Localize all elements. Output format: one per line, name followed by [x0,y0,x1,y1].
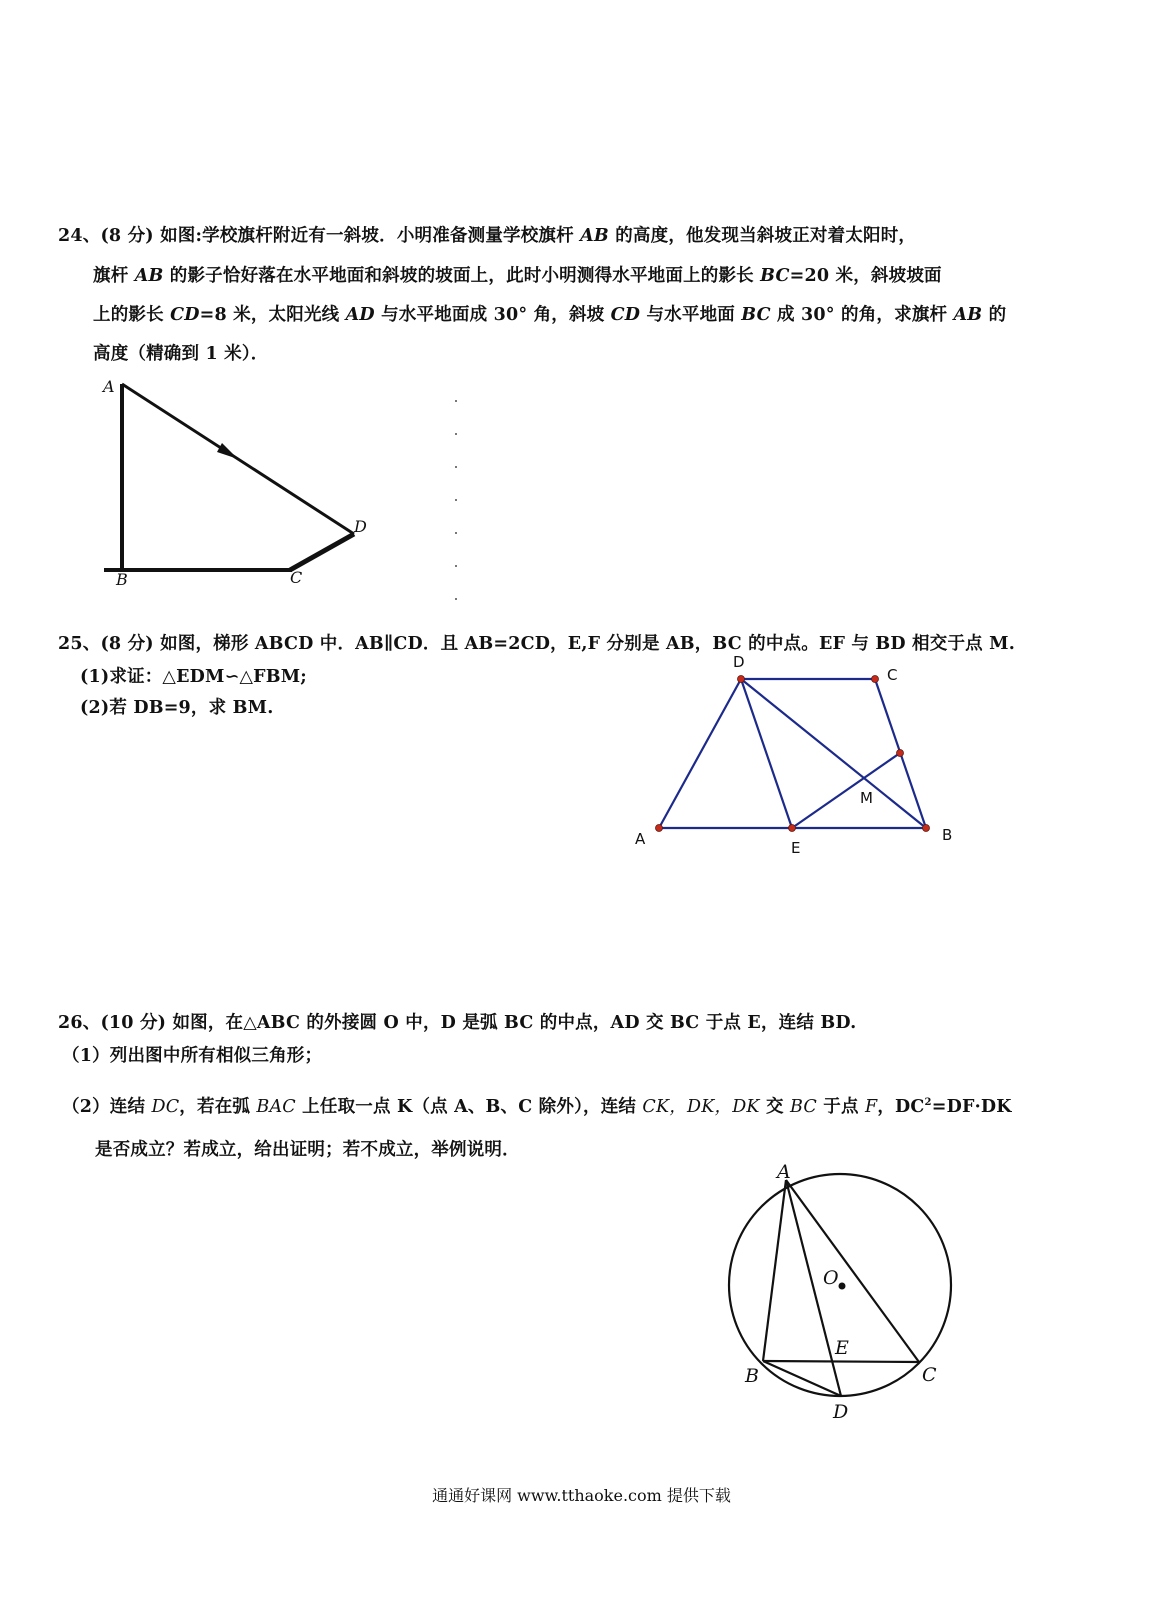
q24-line-1: 24、(8 分) 如图:学校旗杆附近有一斜坡．小明准备测量学校旗杆 AB 的高度，他发现当斜坡正对着太阳时， [58,226,917,246]
label-d: D [833,1401,849,1423]
q24-line-2: 旗杆 AB 的影子恰好落在水平地面和斜坡的坡面上，此时小明测得水平地面上的影长 BC=20 米，斜坡坡面 [93,266,942,286]
trapezoid-figure [620,650,980,860]
label-a: A [103,377,115,396]
side-ad [659,679,741,828]
label-o: O [823,1267,839,1289]
label-e: E [791,839,801,857]
q25-line-1: 25、(8 分) 如图，梯形 ABCD 中．AB∥CD．且 AB=2CD，E,F 分别是 AB，BC 的中点。EF 与 BD 相交于点 M. [58,634,1016,654]
q26-line-1: 26、(10 分) 如图，在△ABC 的外接圆 O 中，D 是弧 BC 的中点，AD 交 BC 于点 E，连结 BD. [58,1013,857,1033]
label-b: B [116,570,128,589]
label-b: B [745,1365,759,1387]
footer-credit: 通通好课网 www.tthaoke.com 提供下载 [432,1486,731,1505]
label-m: M [860,789,873,807]
q26-line-3: （2）连结 DC，若在弧 BAC 上任取一点 K（点 A、B、C 除外），连结 CK，DK，DK 交 BC 于点 F，$DC^2=DF\cdot DK$ [62,1097,1012,1117]
q25-line-2: (1)求证：△EDM∽△FBM; [80,667,307,687]
label-d: D [733,653,745,671]
scan-dots [455,400,459,631]
label-a: A [777,1161,791,1183]
label-b: B [942,826,953,844]
q25-line-3: (2)若 DB=9，求 BM. [80,698,274,718]
q26-line-4: 是否成立？若成立，给出证明；若不成立，举例说明． [95,1140,520,1160]
label-c: C [290,568,303,587]
chord-ac [786,1180,919,1362]
point-e [789,825,796,832]
label-c: C [887,666,898,684]
point-c [872,676,879,683]
circumcircle-figure [715,1160,975,1430]
slope-cd [290,534,354,570]
label-c: C [922,1364,937,1386]
chord-ab [763,1180,786,1361]
q24-line-3: 上的影长 CD=8 米，太阳光线 AD 与水平地面成 30° 角，斜坡 CD 与水平地面 BC 成 30° 的角，求旗杆 AB 的 [93,305,1007,325]
q26-line-2: （1）列出图中所有相似三角形； [62,1046,323,1066]
ray-arrow-icon [217,443,238,459]
point-f [897,750,904,757]
point-a [656,825,663,832]
label-d: D [354,517,367,536]
flagpole-slope-figure [90,370,390,590]
chord-bc [763,1361,919,1362]
chord-bd [763,1361,841,1396]
segment-de [741,679,792,828]
q24-line-4: 高度（精确到 1 米）． [93,344,269,364]
point-d [738,676,745,683]
label-e: E [835,1337,849,1359]
point-b [923,825,930,832]
center-point-o [839,1283,846,1290]
label-a: A [635,830,646,848]
